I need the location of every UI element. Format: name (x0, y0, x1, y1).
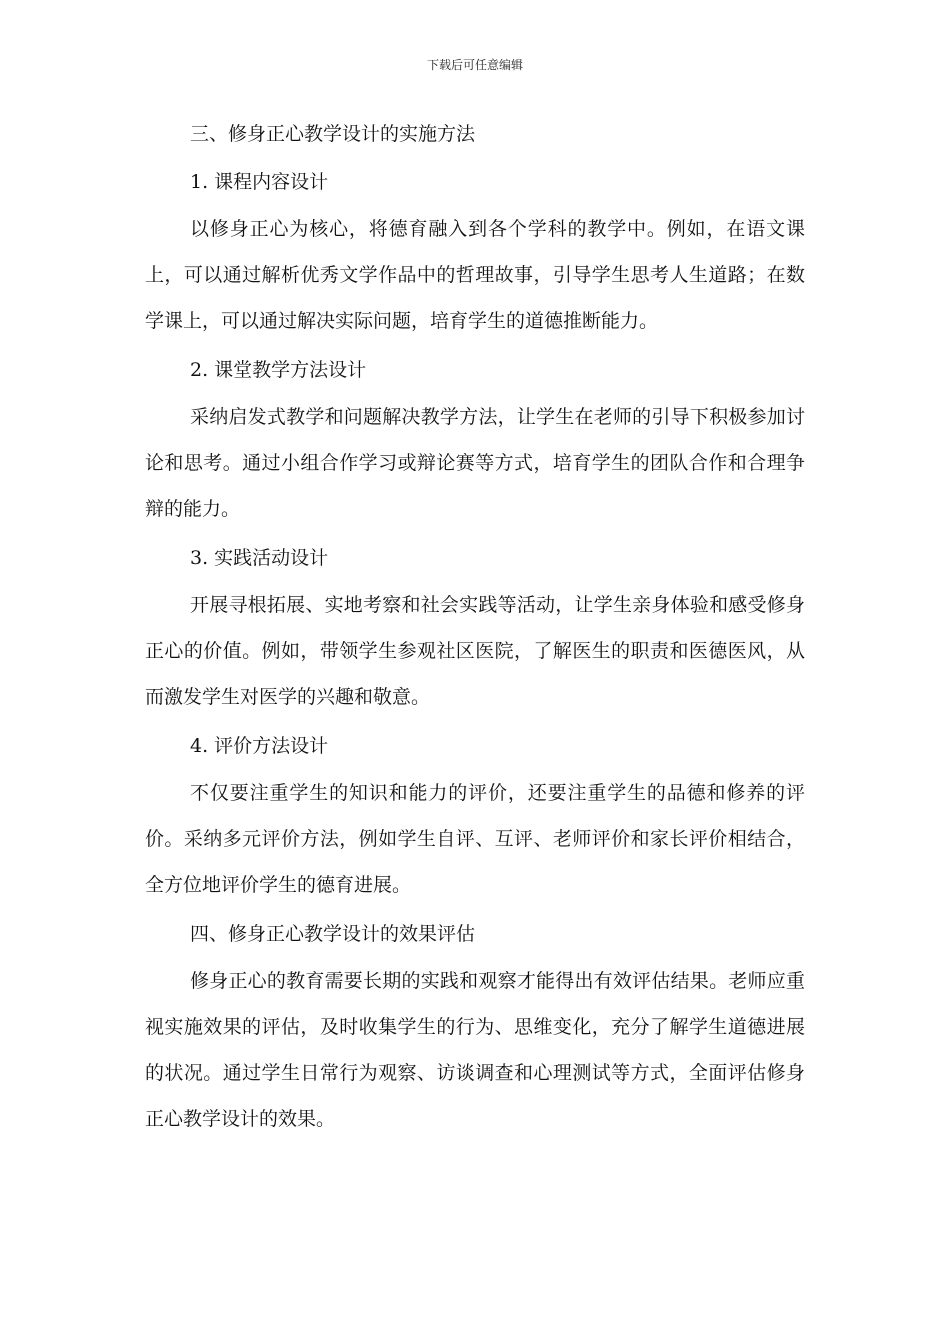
paragraph-evaluation-method: 不仅要注重学生的知识和能力的评价，还要注重学生的品德和修养的评价。采纳多元评价方法，例如学生自评、互评、老师评价和家长评价相结合，全方位地评价学生的德育进展。 (145, 782, 805, 896)
section-heading-implementation: 三、修身正心教学设计的实施方法 (190, 123, 476, 145)
paragraph-practice-activity: 开展寻根拓展、实地考察和社会实践等活动，让学生亲身体验和感受修身正心的价值。例如，带领学生参观社区医院，了解医生的职责和医德医风，从而激发学生对医学的兴趣和敬意。 (145, 594, 805, 708)
paragraph-course-content: 以修身正心为核心，将德育融入到各个学科的教学中。例如，在语文课上，可以通过解析优秀文学作品中的哲理故事，引导学生思考人生道路；在数学课上，可以通过解决实际问题，培育学生的道德推断能力。 (145, 218, 805, 332)
subheading-teaching-method: 2. 课堂教学方法设计 (190, 359, 367, 381)
subheading-evaluation-method: 4. 评价方法设计 (190, 735, 329, 757)
subheading-practice-activity: 3. 实践活动设计 (190, 547, 329, 569)
page-header: 下载后可任意编辑 (426, 58, 523, 72)
section-heading-effect-evaluation: 四、修身正心教学设计的效果评估 (190, 923, 476, 945)
subheading-course-content: 1. 课程内容设计 (190, 171, 329, 193)
paragraph-effect-evaluation: 修身正心的教育需要长期的实践和观察才能得出有效评估结果。老师应重视实施效果的评估，及时收集学生的行为、思维变化，充分了解学生道德进展的状况。通过学生日常行为观察、访谈调查和心理测试等方式，全面评估修身正心教学设计的效果。 (145, 970, 805, 1130)
document-body (145, 110, 805, 1144)
paragraph-teaching-method: 采纳启发式教学和问题解决教学方法，让学生在老师的引导下积极参加讨论和思考。通过小组合作学习或辩论赛等方式，培育学生的团队合作和合理争辩的能力。 (145, 406, 805, 520)
